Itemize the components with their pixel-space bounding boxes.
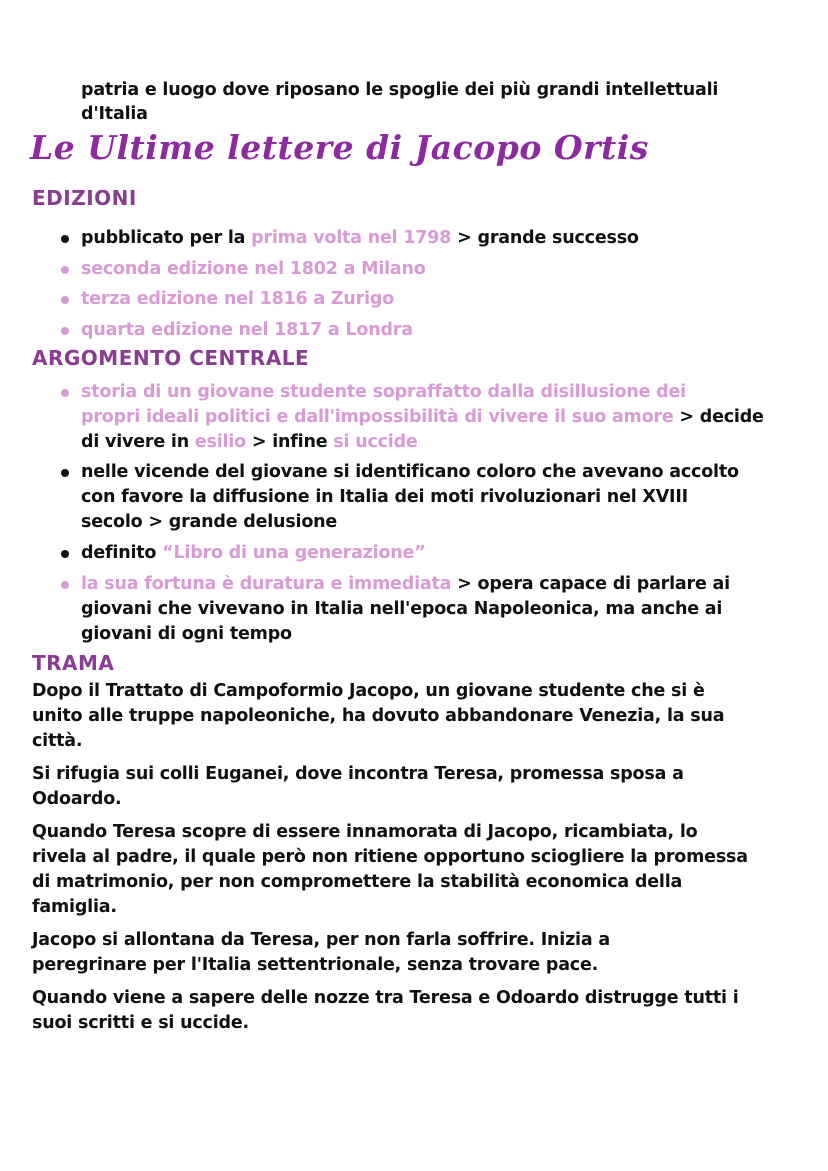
argomento-p1-line-2 <box>81 405 764 429</box>
highlight-segment: la sua fortuna è duratura e immediata <box>81 574 452 594</box>
argomento-p2-line-1: nelle vicende del giovane si identificano coloro che avevano accolto <box>81 462 739 482</box>
bullet <box>61 581 69 589</box>
trama-p3-line-4: famiglia. <box>32 897 117 917</box>
argomento-p4-line-1 <box>81 572 730 596</box>
edizioni-item-3: terza edizione nel 1816 a Zurigo <box>81 289 395 309</box>
trama-p3-line-3: di matrimonio, per non compromettere la stabilità economica della <box>32 872 683 892</box>
trama-p2-line-1: Si rifugia sui colli Euganei, dove incontra Teresa, promessa sposa a <box>32 764 684 784</box>
argomento-p2-line-2: con favore la diffusione in Italia dei moti rivoluzionari nel XVIII <box>81 487 688 507</box>
text-segment: definito <box>81 543 163 563</box>
bullet <box>61 389 69 397</box>
trama-p4-line-1: Jacopo si allontana da Teresa, per non farla soffrire. Inizia a <box>32 930 610 950</box>
trama-p2-line-2: Odoardo. <box>32 789 122 809</box>
argomento-p1-line-1: storia di un giovane studente sopraffatto dalla disillusione dei <box>81 382 686 402</box>
argomento-p1-line-3 <box>81 430 418 454</box>
heading-trama: TRAMA <box>32 651 115 675</box>
intro-line-2: d'Italia <box>81 104 148 124</box>
highlight-segment: prima volta nel 1798 <box>251 228 452 248</box>
bullet <box>61 550 69 558</box>
trama-p3-line-2: rivela al padre, il quale però non ritiene opportuno sciogliere la promessa <box>32 847 748 867</box>
text-segment: di vivere in <box>81 432 195 452</box>
heading-edizioni: EDIZIONI <box>32 186 137 210</box>
bullet <box>61 266 69 274</box>
argomento-p2-line-3: secolo > grande delusione <box>81 512 338 532</box>
bullet <box>61 235 69 243</box>
bullet <box>61 296 69 304</box>
edizioni-item-2: seconda edizione nel 1802 a Milano <box>81 259 426 279</box>
heading-argomento: ARGOMENTO CENTRALE <box>32 346 310 370</box>
highlight-segment: si uccide <box>333 432 418 452</box>
text-segment: > infine <box>245 432 334 452</box>
trama-p3-line-1: Quando Teresa scopre di essere innamorata di Jacopo, ricambiata, lo <box>32 822 698 842</box>
trama-p1-line-2: unito alle truppe napoleoniche, ha dovuto abbandonare Venezia, la sua <box>32 706 725 726</box>
text-segment: > opera capace di parlare ai <box>451 574 730 594</box>
trama-p1-line-1: Dopo il Trattato di Campoformio Jacopo, un giovane studente che si è <box>32 681 705 701</box>
highlight-segment: “Libro di una generazione” <box>162 543 426 563</box>
bullet <box>61 327 69 335</box>
text-segment: pubblicato per la <box>81 228 252 248</box>
highlight-segment: esilio <box>194 432 246 452</box>
trama-p5-line-2: suoi scritti e si uccide. <box>32 1013 249 1033</box>
trama-p4-line-2: peregrinare per l'Italia settentrionale, senza trovare pace. <box>32 955 599 975</box>
edizioni-item-1 <box>81 226 639 250</box>
intro-line-1: patria e luogo dove riposano le spoglie dei più grandi intellettuali <box>81 80 719 100</box>
text-segment: > decide <box>673 407 764 427</box>
text-segment: > grande successo <box>451 228 639 248</box>
argomento-p3 <box>81 541 426 565</box>
argomento-p4-line-3: giovani di ogni tempo <box>81 624 292 644</box>
bullet <box>61 469 69 477</box>
trama-p1-line-3: città. <box>32 731 83 751</box>
edizioni-item-4: quarta edizione nel 1817 a Londra <box>81 320 413 340</box>
argomento-p4-line-2: giovani che vivevano in Italia nell'epoca Napoleonica, ma anche ai <box>81 599 723 619</box>
trama-p5-line-1: Quando viene a sapere delle nozze tra Teresa e Odoardo distrugge tutti i <box>32 988 739 1008</box>
page-title: Le Ultime lettere di Jacopo Ortis <box>30 128 649 167</box>
highlight-segment: propri ideali politici e dall'impossibilità di vivere il suo amore <box>81 407 674 427</box>
